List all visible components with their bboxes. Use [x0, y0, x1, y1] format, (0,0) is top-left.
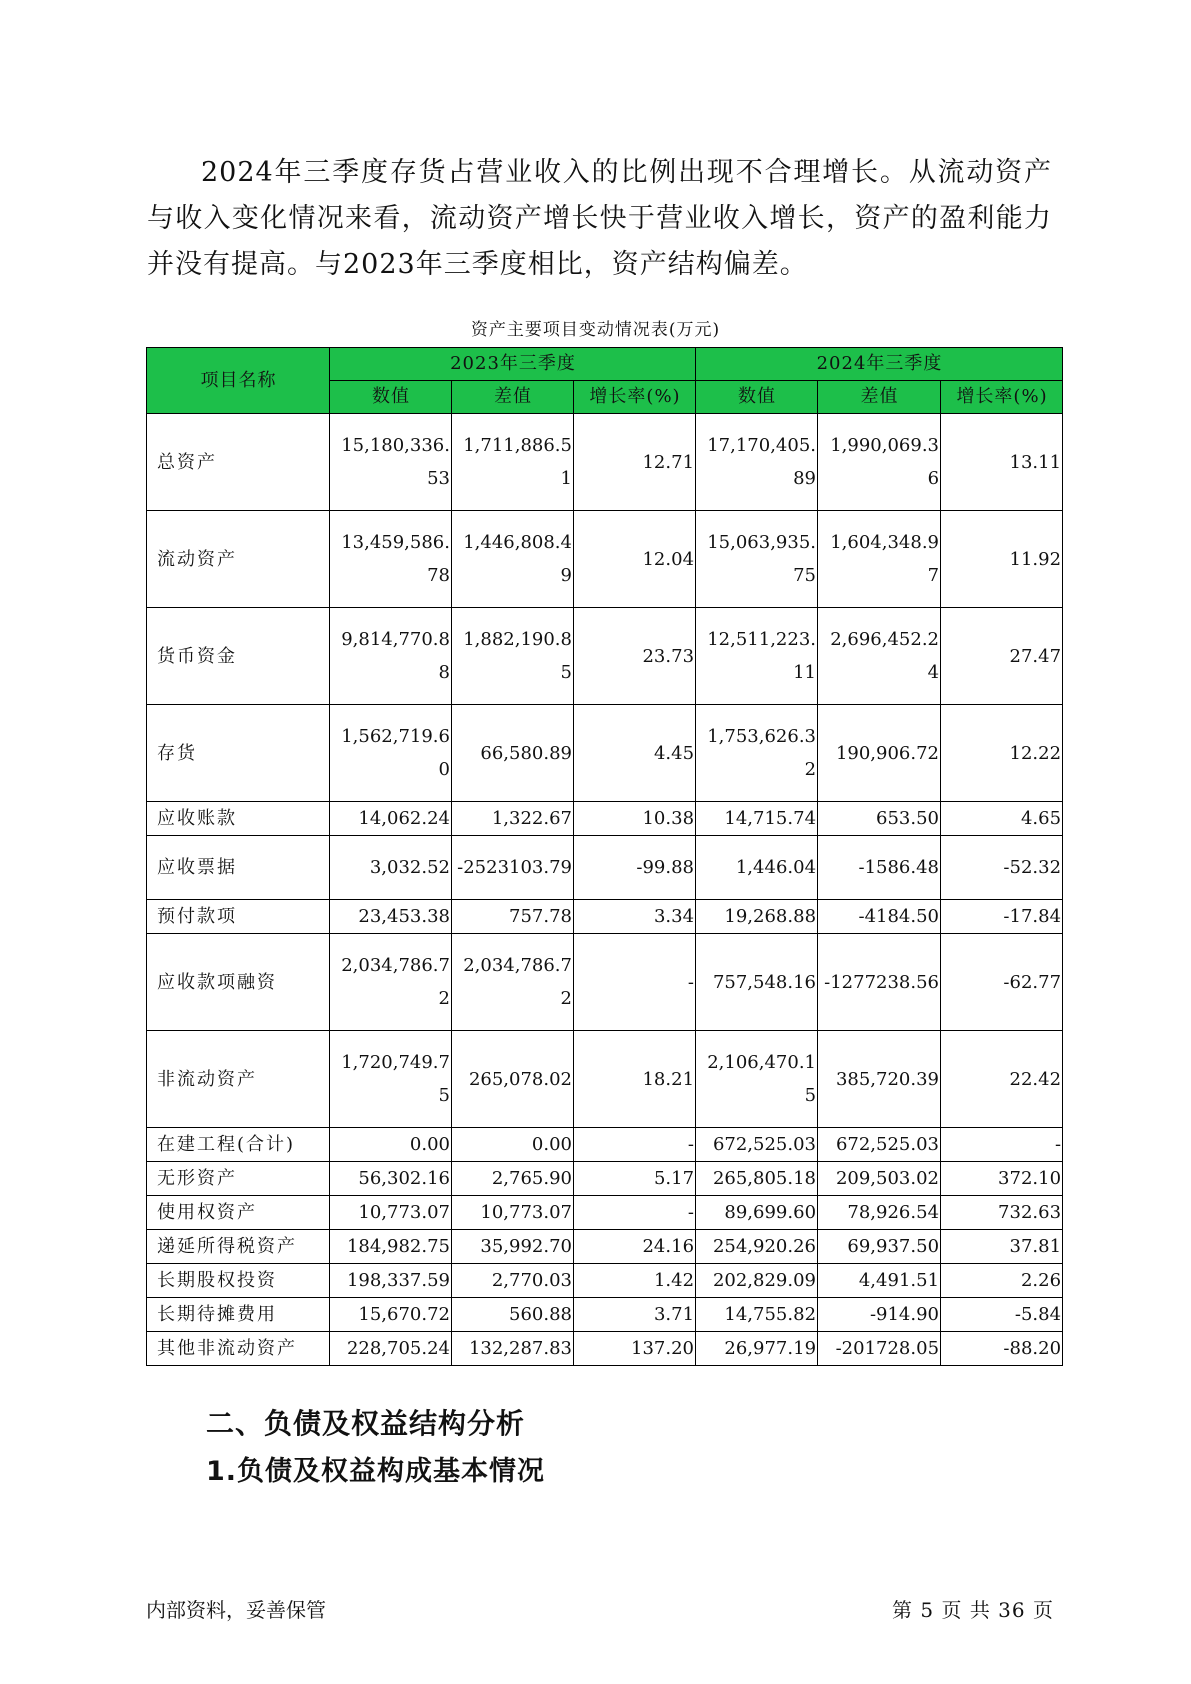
row-label: 无形资产 [147, 1162, 330, 1196]
cell-value-2024: 19,268.88 [696, 900, 818, 934]
cell-value-2024: 26,977.19 [696, 1332, 818, 1366]
row-label: 在建工程(合计) [147, 1128, 330, 1162]
cell-rate-2023: 3.34 [574, 900, 696, 934]
cell-diff-2024: 190,906.72 [818, 705, 941, 802]
cell-value-2023: 13,459,586.78 [330, 511, 452, 608]
cell-diff-2023: 0.00 [452, 1128, 574, 1162]
cell-diff-2024: -1277238.56 [818, 934, 941, 1031]
row-label: 应收账款 [147, 802, 330, 836]
table-row [147, 1298, 1063, 1332]
cell-diff-2023: 2,770.03 [452, 1264, 574, 1298]
cell-rate-2024: -5.84 [941, 1298, 1063, 1332]
table-row [147, 608, 1063, 705]
cell-rate-2023: 12.71 [574, 414, 696, 511]
header-value-2023: 数值 [330, 381, 452, 414]
cell-rate-2023: 12.04 [574, 511, 696, 608]
cell-rate-2024: 12.22 [941, 705, 1063, 802]
cell-value-2023: 0.00 [330, 1128, 452, 1162]
table-row [147, 1196, 1063, 1230]
row-label: 非流动资产 [147, 1031, 330, 1128]
cell-value-2024: 1,446.04 [696, 836, 818, 900]
cell-diff-2023: 35,992.70 [452, 1230, 574, 1264]
cell-value-2023: 10,773.07 [330, 1196, 452, 1230]
cell-value-2023: 56,302.16 [330, 1162, 452, 1196]
cell-diff-2024: 653.50 [818, 802, 941, 836]
cell-value-2024: 672,525.03 [696, 1128, 818, 1162]
cell-diff-2024: 4,491.51 [818, 1264, 941, 1298]
cell-diff-2024: -201728.05 [818, 1332, 941, 1366]
cell-value-2024: 14,715.74 [696, 802, 818, 836]
cell-rate-2024: - [941, 1128, 1063, 1162]
cell-rate-2023: - [574, 1196, 696, 1230]
cell-rate-2024: -88.20 [941, 1332, 1063, 1366]
cell-rate-2023: -99.88 [574, 836, 696, 900]
table-row [147, 705, 1063, 802]
cell-value-2023: 228,705.24 [330, 1332, 452, 1366]
cell-diff-2023: -2523103.79 [452, 836, 574, 900]
row-label: 应收票据 [147, 836, 330, 900]
row-label: 总资产 [147, 414, 330, 511]
cell-value-2023: 2,034,786.72 [330, 934, 452, 1031]
cell-value-2024: 14,755.82 [696, 1298, 818, 1332]
cell-value-2023: 15,670.72 [330, 1298, 452, 1332]
row-label: 存货 [147, 705, 330, 802]
cell-value-2024: 15,063,935.75 [696, 511, 818, 608]
table-row [147, 1332, 1063, 1366]
cell-diff-2024: 209,503.02 [818, 1162, 941, 1196]
cell-rate-2024: -52.32 [941, 836, 1063, 900]
cell-rate-2024: 732.63 [941, 1196, 1063, 1230]
cell-rate-2023: - [574, 1128, 696, 1162]
table-row [147, 1230, 1063, 1264]
cell-value-2023: 1,720,749.75 [330, 1031, 452, 1128]
header-rate-2023: 增长率(%) [574, 381, 696, 414]
row-label: 货币资金 [147, 608, 330, 705]
body-paragraph: 2024年三季度存货占营业收入的比例出现不合理增长。从流动资产与收入变化情况来看，流动资产增长快于营业收入增长，资产的盈利能力并没有提高。与2023年三季度相比，资产结构偏差。 [147, 157, 1052, 280]
row-label: 递延所得税资产 [147, 1230, 330, 1264]
row-label: 流动资产 [147, 511, 330, 608]
cell-diff-2023: 2,765.90 [452, 1162, 574, 1196]
cell-rate-2023: 1.42 [574, 1264, 696, 1298]
cell-value-2024: 12,511,223.11 [696, 608, 818, 705]
cell-value-2023: 9,814,770.88 [330, 608, 452, 705]
table-row [147, 1264, 1063, 1298]
cell-value-2023: 14,062.24 [330, 802, 452, 836]
cell-diff-2024: 2,696,452.24 [818, 608, 941, 705]
row-label: 使用权资产 [147, 1196, 330, 1230]
cell-diff-2023: 560.88 [452, 1298, 574, 1332]
cell-diff-2023: 757.78 [452, 900, 574, 934]
cell-diff-2023: 265,078.02 [452, 1031, 574, 1128]
cell-diff-2024: 1,990,069.36 [818, 414, 941, 511]
table-row [147, 836, 1063, 900]
table-caption: 资产主要项目变动情况表(万元) [470, 320, 721, 340]
cell-value-2023: 1,562,719.60 [330, 705, 452, 802]
subsection-heading: 1.负债及权益构成基本情况 [206, 1456, 546, 1487]
cell-value-2024: 254,920.26 [696, 1230, 818, 1264]
cell-value-2024: 89,699.60 [696, 1196, 818, 1230]
cell-diff-2023: 132,287.83 [452, 1332, 574, 1366]
cell-value-2024: 2,106,470.15 [696, 1031, 818, 1128]
table-row [147, 802, 1063, 836]
header-rate-2024: 增长率(%) [941, 381, 1063, 414]
table-row [147, 414, 1063, 511]
header-period-2023: 2023年三季度 [330, 348, 696, 381]
cell-value-2024: 265,805.18 [696, 1162, 818, 1196]
cell-value-2023: 3,032.52 [330, 836, 452, 900]
cell-rate-2023: 4.45 [574, 705, 696, 802]
row-label: 预付款项 [147, 900, 330, 934]
header-diff-2024: 差值 [818, 381, 941, 414]
cell-value-2024: 202,829.09 [696, 1264, 818, 1298]
cell-value-2024: 1,753,626.32 [696, 705, 818, 802]
cell-diff-2023: 1,882,190.85 [452, 608, 574, 705]
cell-rate-2024: 2.26 [941, 1264, 1063, 1298]
table-row [147, 511, 1063, 608]
table-body [147, 414, 1063, 1366]
cell-diff-2024: 69,937.50 [818, 1230, 941, 1264]
cell-rate-2024: -17.84 [941, 900, 1063, 934]
header-period-2024: 2024年三季度 [696, 348, 1063, 381]
header-value-2024: 数值 [696, 381, 818, 414]
cell-rate-2023: 137.20 [574, 1332, 696, 1366]
cell-diff-2024: 1,604,348.97 [818, 511, 941, 608]
section-heading: 二、负债及权益结构分析 [206, 1407, 526, 1440]
cell-rate-2024: 13.11 [941, 414, 1063, 511]
cell-diff-2024: 78,926.54 [818, 1196, 941, 1230]
cell-diff-2024: -4184.50 [818, 900, 941, 934]
cell-value-2024: 17,170,405.89 [696, 414, 818, 511]
cell-value-2024: 757,548.16 [696, 934, 818, 1031]
cell-diff-2024: -1586.48 [818, 836, 941, 900]
cell-rate-2023: 18.21 [574, 1031, 696, 1128]
cell-rate-2024: 11.92 [941, 511, 1063, 608]
cell-rate-2023: 24.16 [574, 1230, 696, 1264]
cell-rate-2023: 5.17 [574, 1162, 696, 1196]
cell-value-2023: 198,337.59 [330, 1264, 452, 1298]
cell-diff-2023: 1,446,808.49 [452, 511, 574, 608]
table-row [147, 934, 1063, 1031]
row-label: 长期待摊费用 [147, 1298, 330, 1332]
header-item-name: 项目名称 [147, 348, 330, 414]
cell-diff-2024: 385,720.39 [818, 1031, 941, 1128]
table-row [147, 1128, 1063, 1162]
cell-diff-2023: 10,773.07 [452, 1196, 574, 1230]
row-label: 其他非流动资产 [147, 1332, 330, 1366]
cell-diff-2023: 1,711,886.51 [452, 414, 574, 511]
cell-rate-2023: 3.71 [574, 1298, 696, 1332]
cell-diff-2023: 2,034,786.72 [452, 934, 574, 1031]
header-diff-2023: 差值 [452, 381, 574, 414]
cell-rate-2024: 22.42 [941, 1031, 1063, 1128]
row-label: 应收款项融资 [147, 934, 330, 1031]
footer-page-info: 第 5 页 共 36 页 [892, 1598, 1054, 1622]
cell-rate-2024: -62.77 [941, 934, 1063, 1031]
cell-rate-2023: 23.73 [574, 608, 696, 705]
cell-value-2023: 15,180,336.53 [330, 414, 452, 511]
cell-rate-2024: 4.65 [941, 802, 1063, 836]
cell-value-2023: 23,453.38 [330, 900, 452, 934]
cell-diff-2023: 1,322.67 [452, 802, 574, 836]
cell-rate-2024: 27.47 [941, 608, 1063, 705]
table-row [147, 1162, 1063, 1196]
cell-rate-2024: 37.81 [941, 1230, 1063, 1264]
cell-diff-2024: -914.90 [818, 1298, 941, 1332]
cell-value-2023: 184,982.75 [330, 1230, 452, 1264]
table-row [147, 1031, 1063, 1128]
table-row [147, 900, 1063, 934]
asset-change-table [146, 347, 1063, 1366]
row-label: 长期股权投资 [147, 1264, 330, 1298]
cell-diff-2023: 66,580.89 [452, 705, 574, 802]
cell-rate-2024: 372.10 [941, 1162, 1063, 1196]
cell-rate-2023: 10.38 [574, 802, 696, 836]
cell-rate-2023: - [574, 934, 696, 1031]
footer-confidential: 内部资料，妥善保管 [146, 1598, 326, 1622]
cell-diff-2024: 672,525.03 [818, 1128, 941, 1162]
